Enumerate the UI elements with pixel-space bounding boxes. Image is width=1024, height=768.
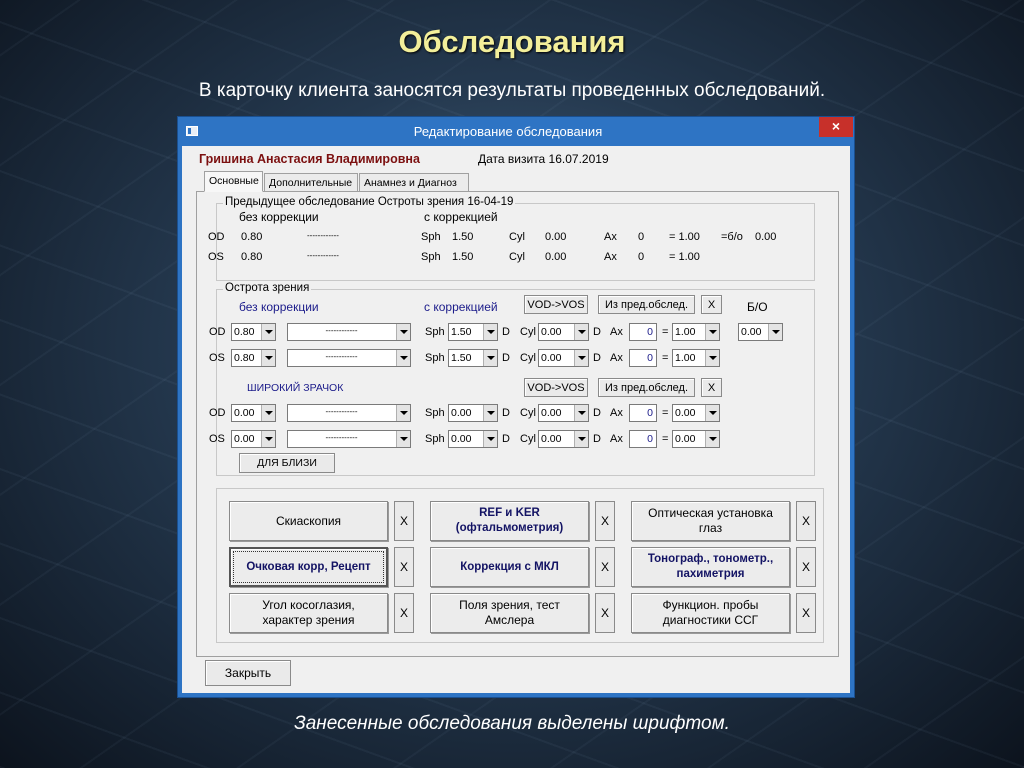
chevron-down-icon[interactable] (768, 324, 782, 340)
chevron-down-icon[interactable] (483, 350, 497, 366)
acuity-group (209, 282, 815, 476)
tab-additional[interactable]: Дополнительные (264, 173, 358, 191)
clear-acuity-button[interactable]: X (701, 295, 722, 314)
from-previous-wide-button[interactable]: Из пред.обслед. (598, 378, 695, 397)
prev-dash: ------------ (307, 231, 339, 240)
d-label: D (593, 352, 601, 364)
cyl-label: Cyl (520, 326, 536, 338)
d-label: D (593, 433, 601, 445)
exam-skiascopy-clear[interactable]: X (394, 501, 414, 541)
eq-label: = (662, 433, 669, 445)
chevron-down-icon[interactable] (261, 324, 275, 340)
prev-result: = 1.00 (669, 231, 700, 243)
exam-dry-eye-clear[interactable]: X (796, 593, 816, 633)
cyl-value: 0.00 (541, 433, 562, 445)
va-value: 0.00 (234, 407, 255, 419)
chevron-down-icon[interactable] (705, 405, 719, 421)
chevron-down-icon[interactable] (396, 350, 410, 366)
from-previous-button[interactable]: Из пред.обслед. (598, 295, 695, 314)
tab-main[interactable]: Основные (204, 171, 263, 192)
va-select[interactable] (231, 430, 276, 448)
sph-select[interactable] (448, 349, 498, 367)
chevron-down-icon[interactable] (483, 431, 497, 447)
d-label: D (502, 326, 510, 338)
exam-contact-lens-button[interactable]: Коррекция с МКЛ (430, 547, 589, 587)
exam-skiascopy-button[interactable]: Скиаскопия (229, 501, 388, 541)
result-select[interactable] (672, 349, 720, 367)
prev-bo-label: =б/о (721, 231, 743, 243)
sph-label: Sph (425, 407, 445, 419)
note-value: ------------ (325, 433, 358, 442)
prev-bo: 0.00 (755, 231, 777, 243)
cyl-select[interactable] (538, 349, 589, 367)
prev-sph: 1.50 (452, 251, 474, 263)
chevron-down-icon[interactable] (574, 431, 588, 447)
ax-label: Ax (610, 433, 623, 445)
patient-name: Гришина Анастасия Владимировна (199, 152, 420, 166)
wide-pupil-label: ШИРОКИЙ ЗРАЧОК (247, 382, 344, 394)
prev-sph-label: Sph (421, 251, 441, 263)
chevron-down-icon[interactable] (261, 431, 275, 447)
clear-wide-button[interactable]: X (701, 378, 722, 397)
sph-value: 0.00 (451, 433, 472, 445)
cyl-value: 0.00 (541, 407, 562, 419)
chevron-down-icon[interactable] (261, 405, 275, 421)
window-client-area (182, 146, 850, 693)
d-label: D (502, 407, 510, 419)
prev-eye: OS (208, 251, 224, 263)
result-select[interactable] (672, 404, 720, 422)
prev-ax: 0 (638, 251, 645, 263)
bo-select[interactable] (738, 323, 783, 341)
window-titlebar[interactable] (178, 117, 854, 146)
va-value: 0.00 (234, 433, 255, 445)
exams-group (216, 488, 824, 643)
acuity-col-with: с коррекцией (424, 300, 498, 314)
va-select[interactable] (231, 323, 276, 341)
vod-to-vos-button[interactable]: VOD->VOS (524, 295, 588, 314)
visit-date: Дата визита 16.07.2019 (478, 152, 609, 166)
tab-anamnesis[interactable]: Анамнез и Диагноз (359, 173, 469, 191)
note-select[interactable] (287, 404, 411, 422)
sph-value: 1.50 (451, 352, 472, 364)
chevron-down-icon[interactable] (705, 350, 719, 366)
cyl-value: 0.00 (541, 352, 562, 364)
previous-exam-title: Предыдущее обследование Остроты зрения 16-04-19 (225, 196, 514, 208)
exam-tonometry-button[interactable]: Тонограф., тонометр., пахиметрия (631, 547, 790, 587)
va-value: 0.80 (234, 352, 255, 364)
prev-eye: OD (208, 231, 225, 243)
acuity-col-without: без коррекции (239, 300, 319, 314)
sph-value: 0.00 (451, 407, 472, 419)
chevron-down-icon[interactable] (396, 431, 410, 447)
chevron-down-icon[interactable] (574, 405, 588, 421)
ax-input[interactable]: 0 (629, 404, 657, 422)
result-select[interactable] (672, 323, 720, 341)
sph-select[interactable] (448, 430, 498, 448)
note-value: ------------ (325, 352, 358, 361)
slide-caption: Занесенные обследования выделены шрифтом. (294, 713, 730, 734)
previous-exam-group (208, 196, 815, 281)
prev-va: 0.80 (241, 251, 263, 263)
result-value: 1.00 (675, 352, 696, 364)
cyl-label: Cyl (520, 433, 536, 445)
slide-subtitle: В карточку клиента заносятся результаты проведенных обследований. (198, 80, 826, 101)
exam-ref-ker-clear[interactable]: X (595, 501, 615, 541)
d-label: D (502, 433, 510, 445)
prev-ax: 0 (638, 231, 645, 243)
vod-to-vos-wide-button[interactable]: VOD->VOS (524, 378, 588, 397)
prev-sph: 1.50 (452, 231, 474, 243)
prev-cyl: 0.00 (545, 251, 567, 263)
result-value: 0.00 (675, 433, 696, 445)
chevron-down-icon[interactable] (574, 350, 588, 366)
prev-dash: ------------ (307, 251, 339, 260)
ax-label: Ax (610, 407, 623, 419)
prev-sph-label: Sph (421, 231, 441, 243)
prev-cyl-label: Cyl (509, 251, 525, 263)
prev-va: 0.80 (241, 231, 263, 243)
prev-cyl-label: Cyl (509, 231, 525, 243)
cyl-select[interactable] (538, 430, 589, 448)
result-value: 0.00 (675, 407, 696, 419)
ax-input[interactable]: 0 (629, 323, 657, 341)
result-select[interactable] (672, 430, 720, 448)
d-label: D (593, 326, 601, 338)
eye-label: OD (209, 407, 226, 419)
chevron-down-icon[interactable] (705, 324, 719, 340)
cyl-label: Cyl (520, 407, 536, 419)
exam-dry-eye-button[interactable]: Функцион. пробы диагностики ССГ (631, 593, 790, 633)
bo-value: 0.00 (741, 326, 762, 338)
eq-label: = (662, 352, 669, 364)
prev-result: = 1.00 (669, 251, 700, 263)
exam-visual-fields-clear[interactable]: X (595, 593, 615, 633)
window-close-button[interactable]: × (819, 117, 853, 137)
close-button[interactable]: Закрыть (205, 660, 291, 686)
chevron-down-icon[interactable] (705, 431, 719, 447)
exam-edit-window (177, 116, 855, 698)
tab-panel-main (196, 191, 839, 657)
chevron-down-icon[interactable] (396, 324, 410, 340)
exam-contact-lens-clear[interactable]: X (595, 547, 615, 587)
ax-input[interactable]: 0 (629, 430, 657, 448)
ax-label: Ax (610, 326, 623, 338)
window-title: Редактирование обследования (413, 124, 603, 139)
near-vision-button[interactable]: ДЛЯ БЛИЗИ (239, 453, 335, 473)
exam-glasses-button[interactable]: Очковая корр, Рецепт (229, 547, 388, 587)
sph-value: 1.50 (451, 326, 472, 338)
prev-col-without: без коррекции (239, 210, 319, 224)
va-value: 0.80 (234, 326, 255, 338)
exam-optical-setup-button[interactable]: Оптическая установка глаз (631, 501, 790, 541)
note-select[interactable] (287, 323, 411, 341)
cyl-select[interactable] (538, 404, 589, 422)
va-select[interactable] (231, 349, 276, 367)
note-select[interactable] (287, 430, 411, 448)
chevron-down-icon[interactable] (574, 324, 588, 340)
ax-input[interactable]: 0 (629, 349, 657, 367)
exam-ref-ker-button[interactable]: REF и KER (офтальмометрия) (430, 501, 589, 541)
eq-label: = (662, 326, 669, 338)
eye-label: OD (209, 326, 226, 338)
result-value: 1.00 (675, 326, 696, 338)
chevron-down-icon[interactable] (483, 405, 497, 421)
ax-label: Ax (610, 352, 623, 364)
exam-visual-fields-button[interactable]: Поля зрения, тест Амслера (430, 593, 589, 633)
slide-title: Обследования (398, 24, 626, 59)
acuity-title: Острота зрения (225, 282, 310, 294)
prev-ax-label: Ax (604, 251, 617, 263)
chevron-down-icon[interactable] (483, 324, 497, 340)
sph-select[interactable] (448, 404, 498, 422)
prev-cyl: 0.00 (545, 231, 567, 243)
sph-select[interactable] (448, 323, 498, 341)
prev-ax-label: Ax (604, 231, 617, 243)
cyl-select[interactable] (538, 323, 589, 341)
exam-strabismus-button[interactable]: Угол косоглазия, характер зрения (229, 593, 388, 633)
cyl-label: Cyl (520, 352, 536, 364)
sph-label: Sph (425, 433, 445, 445)
note-value: ------------ (325, 326, 358, 335)
exam-strabismus-clear[interactable]: X (394, 593, 414, 633)
note-select[interactable] (287, 349, 411, 367)
prev-col-with: с коррекцией (424, 210, 498, 224)
chevron-down-icon[interactable] (396, 405, 410, 421)
d-label: D (502, 352, 510, 364)
sph-label: Sph (425, 326, 445, 338)
exam-optical-setup-clear[interactable]: X (796, 501, 816, 541)
eye-label: OS (209, 352, 225, 364)
exam-tonometry-clear[interactable]: X (796, 547, 816, 587)
bo-header: Б/О (747, 300, 768, 314)
eq-label: = (662, 407, 669, 419)
d-label: D (593, 407, 601, 419)
exam-glasses-clear[interactable]: X (394, 547, 414, 587)
sph-label: Sph (425, 352, 445, 364)
cyl-value: 0.00 (541, 326, 562, 338)
eye-label: OS (209, 433, 225, 445)
va-select[interactable] (231, 404, 276, 422)
note-value: ------------ (325, 407, 358, 416)
chevron-down-icon[interactable] (261, 350, 275, 366)
